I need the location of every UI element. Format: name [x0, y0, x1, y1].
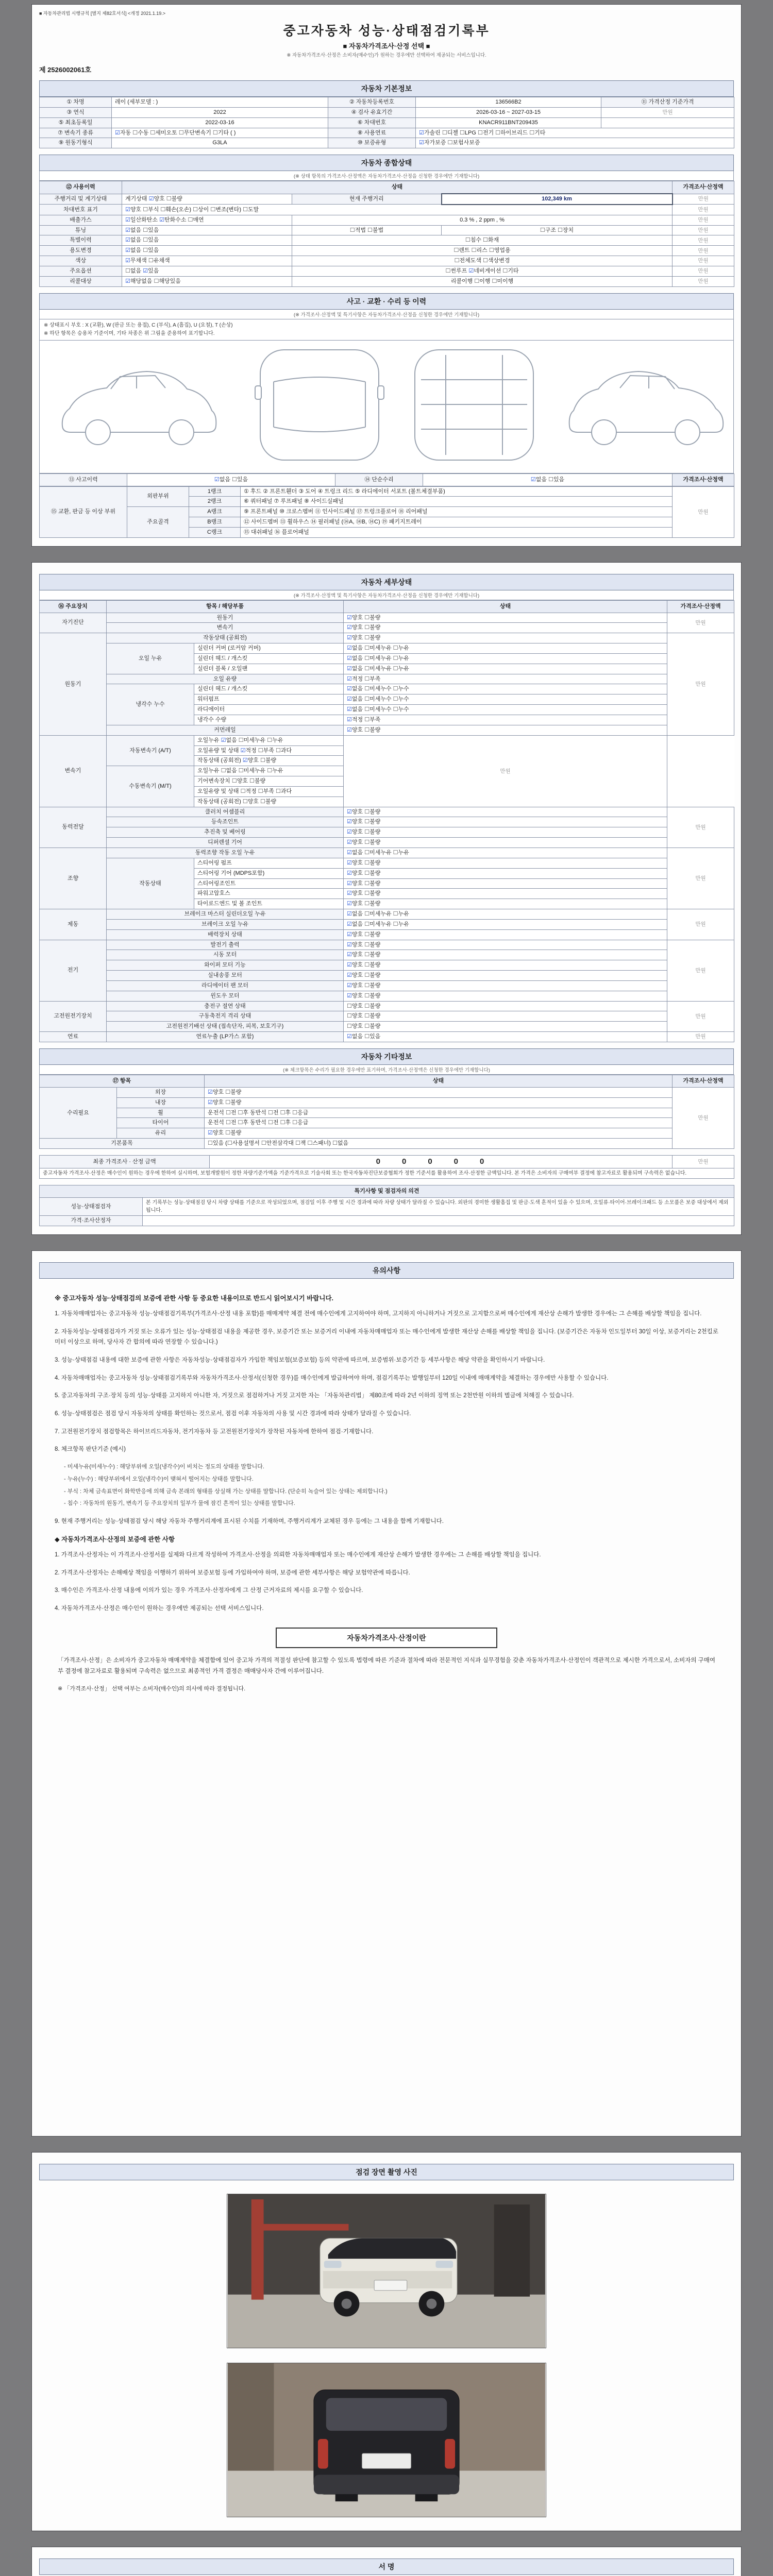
- first-reg-date-value: 2022-03-16: [112, 117, 328, 128]
- cell: ☑양호 ☐불량: [344, 940, 667, 950]
- base-price-label: ⑪ 가격산정 기준가격: [601, 97, 734, 108]
- cell: 전기: [40, 940, 107, 1001]
- car-diagram-side-right: [569, 371, 724, 445]
- cell: ☑양호 ☐불량: [344, 807, 667, 817]
- cell: 외장: [117, 1087, 205, 1097]
- cell: 오일 유량: [107, 674, 344, 684]
- header-cell: 가격조사·산정액: [673, 181, 734, 194]
- cell: ☑없음 ☐있음: [122, 246, 292, 256]
- cell: 만원: [673, 225, 734, 235]
- cell: 만원: [673, 1087, 734, 1148]
- final-price-label: 최종 가격조사 · 산정 금액: [40, 1155, 210, 1168]
- cell: ⑤ 최초등록일: [40, 117, 112, 128]
- notice-item: 2. 가격조사·산정자는 손해배상 책임을 이행하기 위하여 보증보험 등에 가입하여야 하며, 보증에 관한 세부사항은 해당 보험약관에 따릅니다.: [55, 1569, 410, 1576]
- cell: ☐침수 ☐화재: [292, 235, 673, 246]
- car-damage-diagrams: [39, 341, 734, 473]
- notice-item: 4. 자동차가격조사·산정은 매수인이 원하는 경우에만 제공되는 선택 서비스입니다.: [55, 1605, 264, 1612]
- header-cell: 가격조사·산정액: [673, 1075, 734, 1088]
- cell: 만원: [673, 1155, 734, 1168]
- panel-signature: [31, 2547, 742, 2576]
- cell: 와이퍼 모터 기능: [107, 960, 344, 971]
- cell: 만원: [667, 909, 734, 940]
- cell: 라디에이터 팬 모터: [107, 980, 344, 991]
- notices-subtitle: ※ 중고자동차 성능·상태점검의 보증에 관한 사항 등 중요한 내용이므로 반드시 읽어보시기 바랍니다.: [55, 1294, 333, 1302]
- header-cell: 상태: [344, 600, 667, 613]
- simple-repair-label: ⑭ 단순수리: [335, 473, 423, 486]
- overall-state-note: (※ 상태 항목의 가격조사·산정액은 자동차가격조사·산정을 신청한 경우에만 기재합니다): [39, 171, 734, 181]
- panel-notices: [31, 1250, 742, 2137]
- cell: ⑧ 사용연료: [328, 128, 416, 138]
- cell: 내장: [117, 1097, 205, 1108]
- cell: 조향: [40, 848, 107, 909]
- cell: 변속기: [40, 735, 107, 807]
- vin-value: KNACR911BNT209435: [416, 117, 601, 128]
- frame-rankA-items: ⑨ 프론트패널 ⑩ 크로스멤버 ⑪ 인사이드패널 ⑰ 트렁크플로어 ⑱ 리어패널: [241, 507, 673, 517]
- car-diagram-side-left: [62, 371, 216, 445]
- car-diagram-top-frame: [415, 350, 533, 460]
- inspector-label: 성능·상태점검자: [40, 1198, 143, 1216]
- cell: 커먼레일: [107, 725, 344, 735]
- cell: ③ 연식: [40, 107, 112, 117]
- section-title-notices: 유의사항: [39, 1262, 734, 1279]
- cell: 만원: [667, 1001, 734, 1032]
- panel-photos: [31, 2152, 742, 2531]
- accident-status-table: [39, 473, 734, 486]
- final-price-value: 00000: [210, 1155, 673, 1168]
- cell: 용도변경: [40, 246, 122, 256]
- cell: ☑없음 ☐있음: [122, 225, 292, 235]
- cell: 고전원전기장치: [40, 1001, 107, 1032]
- notice-item: 8. 체크항목 판단기준 (예시): [55, 1446, 126, 1453]
- cell: ☑양호 ☐불량: [205, 1128, 673, 1139]
- price-definition-box: 자동차가격조사·산정이란: [276, 1628, 497, 1648]
- cell: ☐적법 ☐불법: [292, 225, 442, 235]
- cell: ☑양호 ☐불량: [344, 827, 667, 838]
- cell: ☑양호 ☐불량: [344, 960, 667, 971]
- current-mileage-value: 102,349 km: [442, 194, 673, 205]
- cell: ☐양호 ☐불량: [344, 1011, 667, 1022]
- notice-item: - 누유(누수) : 해당부위에서 오일(냉각수)이 맺혀서 떨어지는 상태를 말합니다.: [64, 1476, 254, 1482]
- cell: ☑양호 ☐불량: [344, 929, 667, 940]
- cell: 만원: [344, 735, 667, 807]
- cell: ④ 검사 유효기간: [328, 107, 416, 117]
- cell: 주요골격: [127, 507, 189, 538]
- cell: 발전기 출력: [107, 940, 344, 950]
- accident-history-label: ⑬ 사고이력: [40, 473, 127, 486]
- section-title-basic-info: 자동차 기본정보: [39, 80, 734, 97]
- cell: ☑양호 ☐불량: [205, 1087, 673, 1097]
- inspection-photo-front: [227, 2194, 546, 2348]
- cell: ☑없음 ☐미세누유 ☐누유: [344, 909, 667, 920]
- fuel-options: ☑가솔린 ☐디젤 ☐LPG ☐전기 ☐하이브리드 ☐기타: [416, 128, 734, 138]
- notice-item: 9. 현재 주행거리는 성능·상태점검 당시 해당 자동차 주행거리계에 표시된 수치를 기재하며, 주행거리계가 교체된 경우 등에는 그 내용을 함께 기재합니다.: [55, 1518, 444, 1525]
- cell: 만원: [667, 613, 734, 633]
- cell: ☑무채색 ☐유채색: [122, 256, 292, 266]
- etc-info-note: (※ 체크항목은 수리가 필요한 경우에만 표기하며, 가격조사·산정액은 신청한 경우에만 기재합니다): [39, 1065, 734, 1075]
- cell: ☑양호 ☐불량: [344, 613, 667, 623]
- section-title-etc-info: 자동차 기타정보: [39, 1048, 734, 1065]
- notice-item: 1. 자동차매매업자는 중고자동차 성능·상태점검기록부(가격조사·산정 내용 포함)를 매매계약 체결 전에 매수인에게 고지하여야 하며, 고지하지 아니하거나 거짓으로 고지함으로써 매수인에게 재산상 손해가 발생한 경우에는 그 손해를 배상할 책임을 집니다.: [55, 1310, 702, 1317]
- damage-code-legend-line2: ※ 하단 항목은 승용차 기준이며, 기타 차종은 위 그림을 준용하여 표기합니다.: [44, 330, 215, 336]
- header-cell: 가격조사·산정액: [673, 473, 734, 486]
- cell: ⑨ 원동기형식: [40, 138, 112, 148]
- cell: ☐양호 ☐불량: [344, 1022, 667, 1032]
- cell: 워터펌프: [194, 694, 344, 705]
- cell: 추진축 및 베어링: [107, 827, 344, 838]
- cell: ☑양호 ☐불량: [344, 971, 667, 981]
- cell: 작동상태 (공회전) ☑양호 ☐불량: [194, 756, 344, 766]
- notice-item: 2. 자동차성능·상태점검자가 거짓 또는 오류가 있는 성능·상태점검 내용을 제공한 경우, 보증기간 또는 보증거리 이내에 자동차매매업자 또는 매수인에게 발생한 재산상 손해를 배상할 책임을 집니다. (보증기간은 자동차 인도일부터 30일 이상, 보증거리는 2천킬로미터 이상으로 하며, 당사자 간 합의에 따라 연장할 수 있습니다.): [55, 1328, 718, 1346]
- panel-detail-state: [31, 562, 742, 1235]
- detail-state-note: (※ 가격조사·산정액 및 특기사항은 자동차가격조사·산정을 신청한 경우에만 기재합니다): [39, 590, 734, 600]
- emission-options: ☑일산화탄소 ☑탄화수소 ☐매연: [122, 215, 292, 225]
- cell: 작동상태: [107, 858, 194, 909]
- cell: 만원: [673, 205, 734, 215]
- notice-item: - 침수 : 자동차의 원동기, 변속기 등 주요장치의 일부가 물에 잠긴 흔적이 있는 상태를 말합니다.: [64, 1500, 295, 1507]
- damage-code-legend-line1: ※ 상태표시 부호 : X (교환), W (판금 또는 용접), C (부식), A (흠집), U (요철), T (손상): [44, 322, 233, 328]
- photo-car-rear: [314, 2389, 459, 2501]
- price-final-note: ※ 「가격조사·산정」 선택 여부는 소비자(매수인)의 의사에 따라 결정됩니다.: [58, 1686, 246, 1692]
- notices-list-a: [55, 1309, 718, 1455]
- cell: ⑦ 변속기 종류: [40, 128, 112, 138]
- cell: ☑양호 ☐불량: [344, 838, 667, 848]
- cell: 스티어링 펌프: [194, 858, 344, 868]
- cell: ☑없음 ☐미세누유 ☐누유: [344, 643, 667, 654]
- cell: ☑양호 ☐불량: [344, 725, 667, 735]
- remarks-table: [39, 1185, 734, 1226]
- cell: 만원: [601, 107, 734, 117]
- cell: 자기진단: [40, 613, 107, 633]
- cell: 기어변속장치 ☐양호 ☐불량: [194, 776, 344, 787]
- cell: 오일 누유: [107, 643, 194, 674]
- accident-history-note: (※ 가격조사·산정액 및 특기사항은 자동차가격조사·산정을 신청한 경우에만 기재합니다): [39, 310, 734, 319]
- cell: ☑적정 ☐부족: [344, 674, 667, 684]
- cell: 원동기: [40, 633, 107, 735]
- cell: 연료누출 (LP가스 포함): [107, 1032, 344, 1042]
- accident-history-options: ☑없음 ☐있음: [127, 473, 335, 486]
- cell: 고전원전기배선 상태 (접속단자, 피복, 보호기구): [107, 1022, 344, 1032]
- cell: ☐썬루프 ☑네비게이션 ☐기타: [292, 266, 673, 276]
- cell: 작동상태 (공회전) ☐양호 ☐불량: [194, 796, 344, 807]
- overall-state-table: [39, 181, 734, 286]
- notice-item: - 미세누유(미세누수) : 해당부위에 오일(냉각수)이 비치는 정도의 상태를 말합니다.: [64, 1464, 264, 1470]
- notice-item: 7. 고전원전기장치 점검항목은 하이브리드자동차, 전기자동차 등 고전원전기장치가 장착된 자동차에 한하여 점검·기재합니다.: [55, 1428, 374, 1435]
- price-notice-list: [55, 1550, 718, 1614]
- cell: 만원: [667, 1032, 734, 1042]
- cell: 브레이크 마스터 실린더오일 누유: [107, 909, 344, 920]
- cell: 동력조향 작동 오일 누유: [107, 848, 344, 858]
- regulation-note: ■ 자동차관리법 시행규칙 [별지 제82호서식] <개정 2021.1.19.>: [39, 11, 165, 16]
- cell: 기본품목: [40, 1139, 205, 1149]
- notices-body: [39, 1279, 734, 1696]
- section-title-photos: 점검 장면 촬영 사진: [39, 2164, 734, 2180]
- car-name-label: ① 차명: [40, 97, 112, 108]
- final-price-table: [39, 1155, 734, 1179]
- cell: 튜닝: [40, 225, 122, 235]
- cell: 유리: [117, 1128, 205, 1139]
- cell: ⑥ 차대번호: [328, 117, 416, 128]
- frame-rankC-items: ⑮ 대쉬패널 ⑯ 플로어패널: [241, 527, 673, 537]
- cell: ☑양호 ☐불량: [344, 858, 667, 868]
- header-cell: 특기사항 및 점검자의 의견: [40, 1185, 734, 1198]
- outer-panel-rank2-items: ⑥ 쿼터패널 ⑦ 루프패널 ⑧ 사이드실패널: [241, 497, 673, 507]
- warranty-type-options: ☑자가보증 ☐보험사보증: [416, 138, 734, 148]
- inspection-validity-value: 2026-03-16 ~ 2027-03-15: [416, 107, 601, 117]
- cell: 타이로드엔드 및 볼 조인트: [194, 899, 344, 909]
- cell: 제동: [40, 909, 107, 940]
- header-cell: ⑯ 주요장치: [40, 600, 107, 613]
- cell: 냉각수 누수: [107, 684, 194, 725]
- notices-list-b: [55, 1516, 718, 1527]
- cell: 만원: [673, 246, 734, 256]
- cell: ☑없음 ☐미세누유 ☐누유: [344, 653, 667, 664]
- damage-code-legend: [39, 319, 734, 341]
- notice-item: 5. 중고자동차의 구조·장치 등의 성능·상태를 고지하지 아니한 자, 거짓으로 점검하거나 거짓 고지한 자는 「자동차관리법」 제80조에 따라 2년 이하의 징역 또는 2천만원 이하의 벌금에 처해질 수 있습니다.: [55, 1393, 574, 1399]
- price-definition-text: 「가격조사·산정」은 소비자가 중고자동차 매매계약을 체결함에 있어 중고차 가격의 적절성 판단에 참고할 수 있도록 법령에 따른 기준과 절차에 따라 전문적인 지식과 실무경험을 갖춘 자동차가격조사·산정인이 객관적으로 제시한 가격으로서, 소비자의 구매여부 결정에 참고자료로 활용되며 구속력은 없으므로 최종적인 가격 결정은 매매당사자 간에 이루어집니다.: [58, 1657, 715, 1674]
- cell: ☑없음 ☐미세누수 ☐누수: [344, 705, 667, 715]
- cell: 스티어링조인트: [194, 878, 344, 889]
- cell: 스티어링 기어 (MDPS포함): [194, 868, 344, 878]
- cell: ☐렌트 ☐리스 ☐영업용: [292, 246, 673, 256]
- cell: ☑없음 ☐미세누유 ☐누유: [344, 919, 667, 929]
- cell: ⑩ 보증유형: [328, 138, 416, 148]
- cell: 라디에이터: [194, 705, 344, 715]
- detail-state-table: [39, 600, 734, 1042]
- odometer-condition: 계기상태 ☑양호 ☐불량: [122, 194, 292, 205]
- cell: ☑양호 ☐불량: [344, 889, 667, 899]
- cell: 브레이크 오일 누유: [107, 919, 344, 929]
- section-title-detail-state: 자동차 세부상태: [39, 574, 734, 590]
- cell: 타이어: [117, 1118, 205, 1128]
- cell: 등속조인트: [107, 817, 344, 827]
- basic-info-table: [39, 97, 734, 148]
- cell: 1랭크: [189, 486, 241, 497]
- header-cell: 가격조사·산정액: [667, 600, 734, 613]
- cell: ☑양호 ☐불량: [205, 1097, 673, 1108]
- cell: A랭크: [189, 507, 241, 517]
- cell: 특별이력: [40, 235, 122, 246]
- cell: 디퍼렌셜 기어: [107, 838, 344, 848]
- cell: 오일누유 ☐없음 ☐미세누유 ☐누유: [194, 766, 344, 776]
- cell: ☐구조 ☐장치: [442, 225, 673, 235]
- cell: B랭크: [189, 517, 241, 528]
- cell: C랭크: [189, 527, 241, 537]
- cell: 운전석 ☐전 ☐후 동반석 ☐전 ☐후 ☐응급: [205, 1118, 673, 1128]
- notice-item: - 부식 : 차체 금속표면이 화학반응에 의해 금속 본래의 형태를 상실해 가는 상태를 말합니다. (단순히 녹슬어 있는 상태는 제외합니다.): [64, 1488, 388, 1495]
- cell: ☐있음 (☐사용설명서 ☐안전삼각대 ☐잭 ☐스패너) ☐없음: [205, 1139, 673, 1149]
- cell: 외판부위: [127, 486, 189, 507]
- damage-part-label: ⑮ 교환, 판금 등 이상 부위: [40, 486, 127, 537]
- model-year-value: 2022: [112, 107, 328, 117]
- header-cell: ⑰ 항목: [40, 1075, 205, 1088]
- cell: ☑없음 ☐미세누수 ☐누수: [344, 684, 667, 694]
- engine-type-value: G3LA: [112, 138, 328, 148]
- cell: 실린더 커버 (로커암 커버): [194, 643, 344, 654]
- cell: 만원: [667, 633, 734, 735]
- cell: 동력전달: [40, 807, 107, 848]
- cell: 오일누유 ☑없음 ☐미세누유 ☐누유: [194, 735, 344, 745]
- cell: 휠: [117, 1108, 205, 1118]
- car-diagram-top-body: [255, 350, 384, 460]
- cell: ☑없음 ☐있음: [122, 235, 292, 246]
- document-number: 제 2526002061호: [39, 66, 92, 74]
- cell: 운전석 ☐전 ☐후 동반석 ☐전 ☐후 ☐응급: [205, 1108, 673, 1118]
- cell: 만원: [673, 276, 734, 286]
- etc-info-table: [39, 1075, 734, 1149]
- cell: 리콜이행 ☐이행 ☐미이행: [292, 276, 673, 286]
- appraiser-label: 가격·조사산정자: [40, 1216, 143, 1226]
- cell: 만원: [673, 256, 734, 266]
- car-diagram-svg: [44, 345, 729, 466]
- simple-repair-options: ☑없음 ☐있음: [423, 473, 673, 486]
- header-cell: 상태: [205, 1075, 673, 1088]
- cell: 냉각수 수량: [194, 715, 344, 725]
- header-cell: 상태: [122, 181, 673, 194]
- cell: ☑양호 ☐불량: [344, 980, 667, 991]
- cell: ☑적정 ☐부족: [344, 715, 667, 725]
- transmission-options: ☑자동 ☐수동 ☐세미오토 ☐무단변속기 ☐기타 ( ): [112, 128, 328, 138]
- cell: 실린더 헤드 / 개스킷: [194, 653, 344, 664]
- cell: 주요옵션: [40, 266, 122, 276]
- section-title-signature: 서 명: [39, 2558, 734, 2575]
- cell: ☑양호 ☐불량: [344, 991, 667, 1001]
- cell: 만원: [673, 235, 734, 246]
- car-name-value: 레이 (세부모델 : ): [112, 97, 328, 108]
- final-price-note: 중고자동차 가격조사·산정은 매수인이 원하는 경우에 한하여 실시하며, 보험개발원이 정한 차량기준가액을 기준가격으로 기술사회 또는 한국자동차진단보증협회가 정한 기준서를 활용하여 조사·산정한 금액입니다. 본 가격은 소비자의 구매여부 결정에 참고자료로 활용되며 구속력은 없습니다.: [40, 1168, 734, 1179]
- cell: 수동변속기 (M/T): [107, 766, 194, 807]
- cell: 리콜대상: [40, 276, 122, 286]
- cell: ☑양호 ☐불량: [344, 817, 667, 827]
- cell: ☑양호 ☐불량: [344, 899, 667, 909]
- notice-item: 1. 가격조사·산정자는 이 가격조사·산정서를 실제와 다르게 작성하여 가격조사·산정을 의뢰한 자동차매매업자 또는 매수인에게 재산상 손해가 발생한 경우에는 그 손해를 배상할 책임을 집니다.: [55, 1551, 541, 1558]
- document-subtitle: ■ 자동차가격조사·산정 선택 ■: [343, 42, 430, 50]
- document-title: 중고자동차 성능·상태점검기록부: [283, 24, 490, 38]
- cell: 만원: [667, 807, 734, 848]
- cell: 만원: [673, 194, 734, 205]
- reg-no-label: ② 자동차등록번호: [328, 97, 416, 108]
- panel-main-report: [31, 4, 742, 547]
- cell: 연료: [40, 1032, 107, 1042]
- header-cell: 항목 / 해당부품: [107, 600, 344, 613]
- inspector-opinion: 본 기록부는 성능·상태점검 당시 차량 상태를 기준으로 작성되었으며, 점검일 이후 주행 및 시간 경과에 따라 차량 상태가 달라질 수 있습니다. 외판의 경미한 생활흠집 및 판금·도색 흔적이 있을 수 있으며, 오일류·타이어·브레이크패드 등 소모품은 보증 대상에서 제외됩니다.: [143, 1198, 734, 1216]
- damage-rank-table: [39, 486, 734, 538]
- notice-item: 6. 성능·상태점검은 점검 당시 자동차의 상태를 확인하는 것으로서, 점검 이후 자동차의 사용 및 시간 경과에 따라 상태가 달라질 수 있습니다.: [55, 1410, 411, 1417]
- cell: 원동기: [107, 613, 344, 623]
- inspection-photo-rear: [227, 2363, 546, 2517]
- cell: 만원: [673, 266, 734, 276]
- cell: ☑양호 ☐불량: [344, 878, 667, 889]
- photos-body: [39, 2180, 734, 2522]
- cell: ☑양호 ☐불량: [344, 623, 667, 633]
- cell: 2랭크: [189, 497, 241, 507]
- cell: 만원: [673, 486, 734, 537]
- reg-no-value: 136566B2: [416, 97, 601, 108]
- cell: ☑없음 ☐미세누수 ☐누수: [344, 694, 667, 705]
- cell: 시동 모터: [107, 950, 344, 960]
- cell: ☑양호 ☐불량: [344, 950, 667, 960]
- cell: 자동변속기 (A/T): [107, 735, 194, 766]
- cell: 오일유량 및 상태 ☑적정 ☐부족 ☐과다: [194, 745, 344, 756]
- cell: 실린더 헤드 / 개스킷: [194, 684, 344, 694]
- section-title-accident-history: 사고 · 교환 · 수리 등 이력: [39, 293, 734, 310]
- cell: [601, 117, 734, 128]
- cell: ☑없음 ☐미세누유 ☐누유: [344, 664, 667, 674]
- cell: 실내송풍 모터: [107, 971, 344, 981]
- cell: ☑없음 ☐있음: [344, 1032, 667, 1042]
- cell: 작동상태 (공회전): [107, 633, 344, 643]
- cell: ☑양호 ☐불량: [344, 633, 667, 643]
- notice-item: 3. 매수인은 가격조사·산정 내용에 이의가 있는 경우 가격조사·산정자에게 그 산정 근거자료의 제시를 요구할 수 있습니다.: [55, 1587, 363, 1594]
- emission-values: 0.3 % , 2 ppm , %: [292, 215, 673, 225]
- vin-marking-options: ☑양호 ☐부식 ☐훼손(오손) ☐상이 ☐변조(변타) ☐도말: [122, 205, 673, 215]
- cell: 색상: [40, 256, 122, 266]
- header-cell: ⑫ 사용이력: [40, 181, 122, 194]
- cell: 윈도우 모터: [107, 991, 344, 1001]
- notice-item: 4. 자동차매매업자는 중고자동차 성능·상태점검기록부와 자동차가격조사·산정서(신청한 경우)를 매수인에게 발급하여야 하며, 점검기록부는 발행일부터 120일 이내에 매매계약을 체결하는 경우에만 사용할 수 있습니다.: [55, 1375, 609, 1381]
- outer-panel-rank1-items: ① 후드 ② 프론트휀더 ③ 도어 ④ 트렁크 리드 ⑤ 라디에이터 서포트 (볼트체결부품): [241, 486, 673, 497]
- cell: 수리필요: [40, 1087, 117, 1138]
- section-title-overall-state: 자동차 종합상태: [39, 155, 734, 171]
- cell: 충전구 절연 상태: [107, 1001, 344, 1011]
- frame-rankB-items: ⑫ 사이드멤버 ⑬ 휠하우스 ⑭ 필러패널 (⑭A, ⑭B, ⑭C) ⑲ 패키지트레이: [241, 517, 673, 528]
- cell: 현재 주행거리: [292, 194, 442, 205]
- document-subnote: ※ 자동차가격조사·산정은 소비자(매수인)가 원하는 경우에만 선택하여 제공되는 서비스입니다.: [287, 53, 486, 58]
- notices-sublist-8: [55, 1462, 718, 1509]
- cell: ☐전체도색 ☐색상변경: [292, 256, 673, 266]
- cell: ☑해당없음 ☐해당있음: [122, 276, 292, 286]
- cell: 배력장치 상태: [107, 929, 344, 940]
- notice-item: 3. 성능·상태점검 내용에 대한 보증에 관한 사항은 자동차성능·상태점검자가 가입한 책임보험(보증보험) 등의 약관에 따르며, 보증범위·보증기간 등 세부사항은 해당 약관을 확인하시기 바랍니다.: [55, 1357, 545, 1363]
- cell: ☐양호 ☐불량: [344, 1001, 667, 1011]
- cell: 실린더 블록 / 오일팬: [194, 664, 344, 674]
- cell: 클러치 어셈블리: [107, 807, 344, 817]
- cell: 만원: [667, 848, 734, 909]
- cell: 오일유량 및 상태 ☐적정 ☐부족 ☐과다: [194, 786, 344, 796]
- cell: 파워고압호스: [194, 889, 344, 899]
- cell: 구동축전지 격리 상태: [107, 1011, 344, 1022]
- cell: 배출가스: [40, 215, 122, 225]
- cell: 차대번호 표기: [40, 205, 122, 215]
- cell: 만원: [673, 215, 734, 225]
- price-notice-title: ◆ 자동차가격조사·산정의 보증에 관한 사항: [55, 1535, 175, 1543]
- document-header: [39, 19, 734, 61]
- cell: ☑양호 ☐불량: [344, 868, 667, 878]
- cell: ☑없음 ☐미세누유 ☐누유: [344, 848, 667, 858]
- appraiser-opinion: [143, 1216, 734, 1226]
- cell: 만원: [667, 940, 734, 1001]
- cell: 변속기: [107, 623, 344, 633]
- cell: 주행거리 및 계기상태: [40, 194, 122, 205]
- cell: ☐없음 ☑있음: [122, 266, 292, 276]
